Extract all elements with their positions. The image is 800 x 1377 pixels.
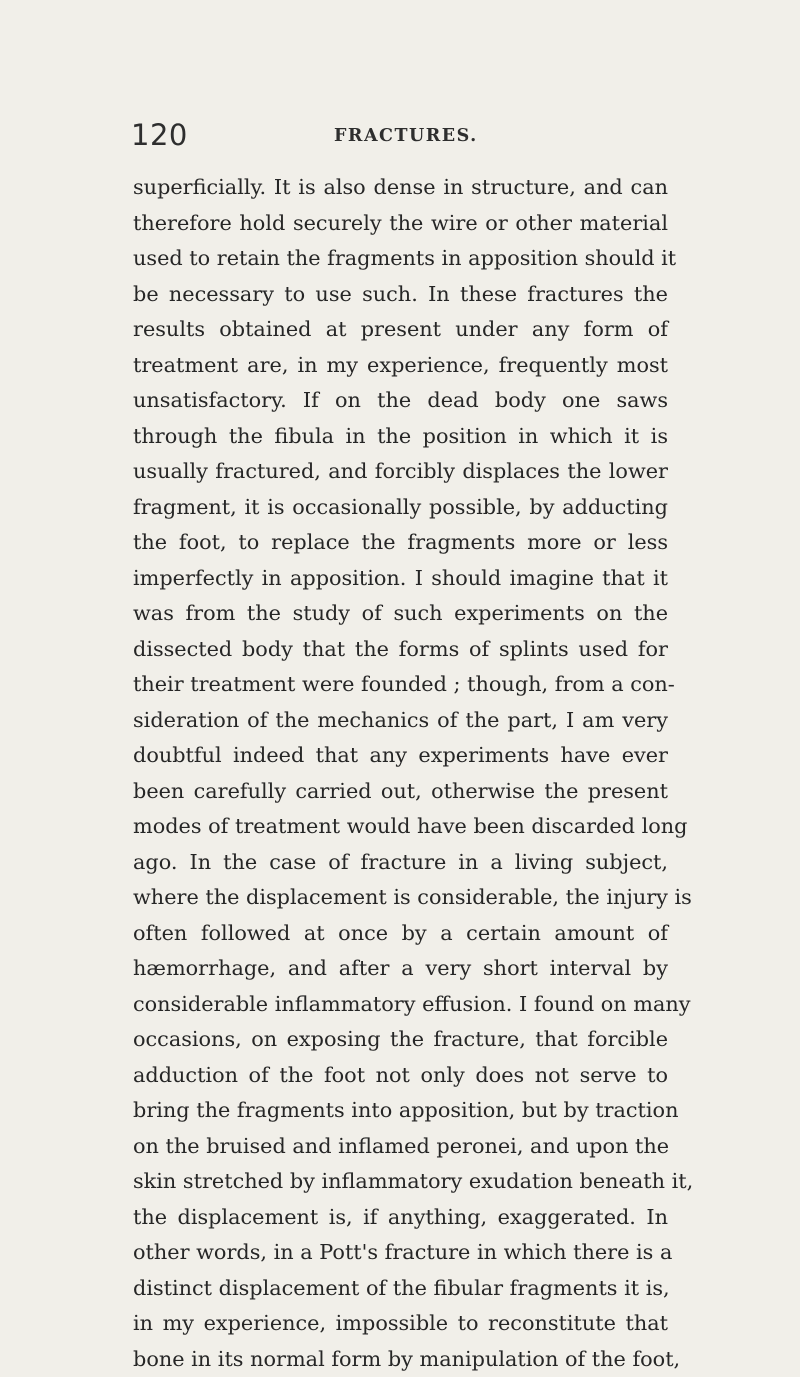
text-line: be necessary to use such. In these fractures the — [133, 277, 668, 313]
text-line: hæmorrhage, and after a very short interval by — [133, 951, 668, 987]
text-line: considerable inflammatory effusion. I found on many — [133, 987, 668, 1023]
text-line: where the displacement is considerable, the injury is — [133, 880, 668, 916]
text-line: often followed at once by a certain amount of — [133, 916, 668, 952]
text-line: sideration of the mechanics of the part, I am very — [133, 703, 668, 739]
running-head: FRACTURES. — [334, 126, 478, 146]
text-line: unsatisfactory. If on the dead body one saws — [133, 383, 668, 419]
text-line: the displacement is, if anything, exaggerated. In — [133, 1200, 668, 1236]
text-line: was from the study of such experiments on the — [133, 596, 668, 632]
text-line: the foot, to replace the fragments more or less — [133, 525, 668, 561]
text-line: their treatment were founded ; though, from a con- — [133, 667, 668, 703]
text-line: imperfectly in apposition. I should imagine that it — [133, 561, 668, 597]
text-line: superficially. It is also dense in structure, and can — [133, 170, 668, 206]
text-line: usually fractured, and forcibly displaces the lower — [133, 454, 668, 490]
page-number: 120 — [131, 118, 188, 152]
text-line: treatment are, in my experience, frequently most — [133, 348, 668, 384]
text-line: doubtful indeed that any experiments have ever — [133, 738, 668, 774]
text-line: on the bruised and inflamed peronei, and upon the — [133, 1129, 668, 1165]
text-line: fragment, it is occasionally possible, by adducting — [133, 490, 668, 526]
text-line: in my experience, impossible to reconstitute that — [133, 1306, 668, 1342]
text-line: bone in its normal form by manipulation of the foot, — [133, 1342, 668, 1377]
text-line: occasions, on exposing the fracture, that forcible — [133, 1022, 668, 1058]
text-line: therefore hold securely the wire or other material — [133, 206, 668, 242]
text-line: bring the fragments into apposition, but by traction — [133, 1093, 668, 1129]
text-line: distinct displacement of the fibular fragments it is, — [133, 1271, 668, 1307]
text-line: adduction of the foot not only does not serve to — [133, 1058, 668, 1094]
text-line: modes of treatment would have been discarded long — [133, 809, 668, 845]
text-line: dissected body that the forms of splints used for — [133, 632, 668, 668]
text-line: through the fibula in the position in which it is — [133, 419, 668, 455]
text-line: skin stretched by inflammatory exudation beneath it, — [133, 1164, 668, 1200]
text-line: other words, in a Pott's fracture in which there is a — [133, 1235, 668, 1271]
text-line: ago. In the case of fracture in a living subject, — [133, 845, 668, 881]
body-text — [133, 170, 668, 1377]
text-line: results obtained at present under any form of — [133, 312, 668, 348]
text-line: been carefully carried out, otherwise the present — [133, 774, 668, 810]
page-header — [131, 118, 691, 152]
text-line: used to retain the fragments in apposition should it — [133, 241, 668, 277]
